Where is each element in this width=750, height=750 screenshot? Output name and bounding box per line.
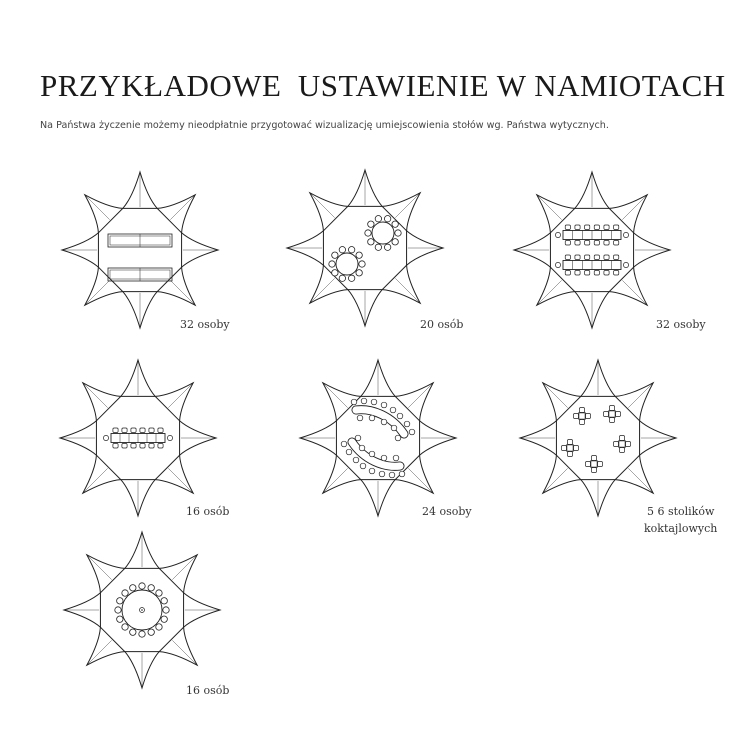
caption-line: koktajlowych (644, 522, 718, 535)
tent-star-outline (520, 360, 676, 516)
tent-layout-round-tables (285, 168, 445, 328)
cocktail-table (614, 436, 631, 453)
imperial-table-top (555, 225, 628, 245)
layout-caption: 24 osoby (422, 505, 472, 518)
layout-caption: 20 osób (420, 318, 464, 331)
tent-layout-large-round-table (62, 530, 222, 690)
long-table-top (108, 234, 172, 247)
layout-caption: 32 osoby (656, 318, 706, 331)
serpentine-table-top (351, 398, 415, 441)
imperial-table-bottom (555, 255, 628, 275)
tent-layout-imperial-tables (512, 170, 672, 330)
tent-diagram (60, 170, 220, 330)
page-subtitle: Na Państwa życzenie możemy nieodpłatnie przygotować wizualizację umiejscowienia stołów wg. Państwa wytycznych. (40, 120, 609, 131)
tent-diagram (285, 168, 445, 328)
caption-line: 5 6 stolików (646, 505, 715, 518)
tent-star-outline (287, 170, 443, 326)
round-table-top (365, 216, 401, 251)
imperial-table (103, 428, 172, 448)
tent-diagram (298, 358, 458, 518)
layout-caption: 32 osoby (180, 318, 230, 331)
tent-diagram (512, 170, 672, 330)
cocktail-table (604, 406, 621, 423)
tent-diagram (518, 358, 678, 518)
tent-star-outline (300, 360, 456, 516)
tent-layout-imperial-single (58, 358, 218, 518)
tent-star-outline (514, 172, 670, 328)
serpentine-table-bottom (341, 435, 405, 478)
tent-layout-cocktail-tables (518, 358, 678, 518)
tent-layout-long-tables (60, 170, 220, 330)
cocktail-table (574, 408, 591, 425)
tent-star-outline (62, 172, 218, 328)
layout-caption (644, 503, 717, 537)
layout-caption: 16 osób (186, 505, 230, 518)
tent-diagram (62, 530, 222, 690)
tent-layout-serpentine-tables (298, 358, 458, 518)
tent-diagram (58, 358, 218, 518)
round-table-bottom (329, 247, 365, 282)
layout-caption: 16 osób (186, 684, 230, 697)
long-table-bottom (108, 268, 172, 281)
page-title: PRZYKŁADOWE USTAWIENIE W NAMIOTACH (40, 68, 726, 103)
cocktail-table (586, 456, 603, 473)
cocktail-table (562, 440, 579, 457)
